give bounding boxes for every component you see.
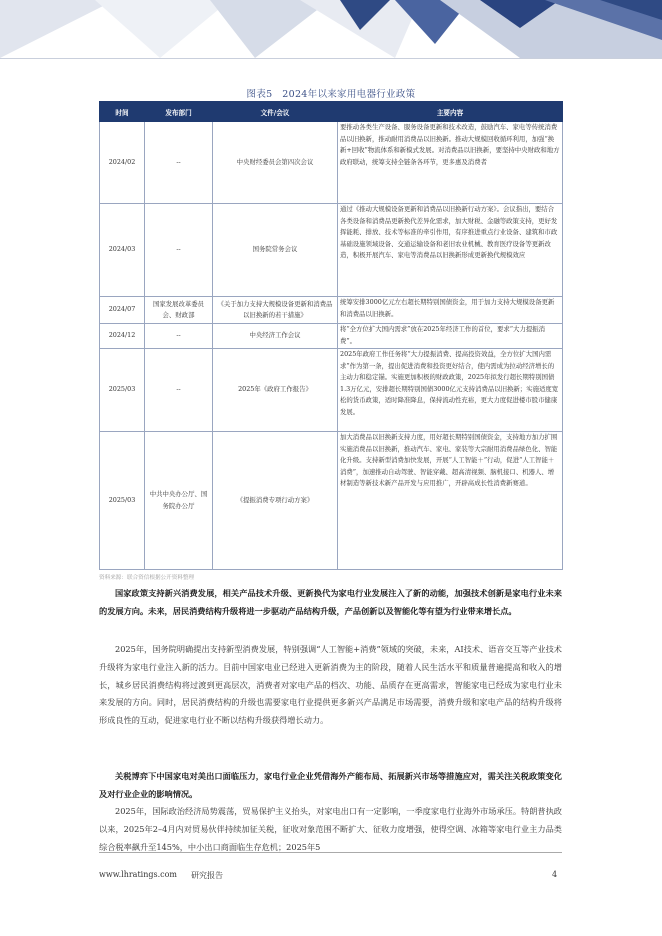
cell-time: 2024/03 <box>100 204 145 297</box>
cell-time: 2025/03 <box>100 432 145 570</box>
cell-time: 2025/03 <box>100 349 145 432</box>
cell-content: 加大消费品以旧换新支持力度，用好超长期特别国债资金，支持地方加力扩围实施消费品以旧换新，推动汽车、家电、家装等大宗耐用消费品绿色化、智能化升级。支持新型消费加快发展，开展“人工智能＋”行动，促进“人工智能＋消费”，加速推动自动驾驶、智能穿戴、超高清视频、脑机接口、机器人、增材制造等新技术新产品开发与应用推广，开辟高成长性消费新赛道。 <box>338 432 563 570</box>
cell-content: 要推动各类生产设备、服务设备更新和技术改造，鼓励汽车、家电等传统消费品以旧换新，推动耐用消费品以旧换新。推动大规模回收循环利用，加强“换新+回收”物流体系和新模式发展。对消费品以旧换新，要坚持中央财政和地方政府联动，统筹支持全链条各环节，更多惠及消费者 <box>338 122 563 204</box>
paragraph-4: 2025年，国际政治经济局势震荡，贸易保护主义抬头，对家电出口有一定影响，一季度家电行业海外市场承压。特朗普执政以来，2025年2–4月内对贸易伙伴持续加征关税，征收对象范围不断扩大、征收力度增强，使得空调、冰箱等家电行业主力品类综合税率飙升至145%，中小出口商面临生存危机；2025年5 <box>99 806 562 852</box>
cell-content: 统筹安排3000亿元左右超长期特别国债资金，用于加力支持大规模设备更新和消费品以旧换新。 <box>338 297 563 324</box>
header-time: 时间 <box>100 102 145 122</box>
cell-content: 2025年政府工作任务将“大力提振消费、提高投资效益，全方位扩大国内需求”作为第一条，提出促进消费和投资更好结合，使内需成为拉动经济增长的主动力和稳定锚。实施更加积极的财政政策，2025年拟发行超长期特别国债1.3万亿元，安排超长期特别国债3000亿元支持消费品以旧换新；实施适度宽松的货币政策，适时降准降息，保持流动性充裕，更大力度促进楼市股市健康发展。 <box>338 349 563 432</box>
cell-document: 2025年《政府工作报告》 <box>213 349 338 432</box>
cell-time: 2024/07 <box>100 297 145 324</box>
cell-document: 国务院常务会议 <box>213 204 338 297</box>
cell-time: 2024/12 <box>100 324 145 349</box>
cell-document: 《提振消费专项行动方案》 <box>213 432 338 570</box>
page-number: 4 <box>552 870 558 879</box>
header-department: 发布部门 <box>145 102 213 122</box>
policy-table <box>99 101 563 570</box>
footer-rule <box>99 852 562 853</box>
table-row <box>100 349 563 432</box>
cell-department: -- <box>145 349 213 432</box>
table-row <box>100 204 563 297</box>
table-row <box>100 324 563 349</box>
cell-time: 2024/02 <box>100 122 145 204</box>
header-rule <box>0 58 662 59</box>
cell-department: -- <box>145 204 213 297</box>
header-triangles <box>0 0 662 70</box>
cell-department: 中共中央办公厅、国务院办公厅 <box>145 432 213 570</box>
table-row <box>100 122 563 204</box>
table-header-row <box>100 102 563 122</box>
cell-department: -- <box>145 324 213 349</box>
cell-content: 通过《推动大规模设备更新和消费品以旧换新行动方案》。会议指出，要结合各类设备和消费品更新换代差异化需求，加大财税、金融等政策支持，更好发挥能耗、排放、技术等标准的牵引作用，有序推进重点行业设备、建筑和市政基础设施领域设备、交通运输设备和老旧农业机械、教育医疗设备等更新改造，积极开展汽车、家电等消费品以旧换新形成更新换代规模效应 <box>338 204 563 297</box>
cell-department: -- <box>145 122 213 204</box>
paragraph-bold-1: 国家政策支持新兴消费发展，相关产品技术升级、更新换代为家电行业发展注入了新的动能，加强技术创新是家电行业未来的发展方向。未来，居民消费结构升级将进一步驱动产品结构升级，产品创新以及智能化等有望为行业带来增长点。 <box>99 588 562 616</box>
table-row <box>100 297 563 324</box>
cell-document: 中央经济工作会议 <box>213 324 338 349</box>
cell-document: 《关于加力支持大规模设备更新和消费品以旧换新的若干措施》 <box>213 297 338 324</box>
cell-department: 国家发展改革委员会、财政部 <box>145 297 213 324</box>
paragraph-2: 2025年，国务院明确提出支持新型消费发展，特别强调“人工智能+消费”领域的突破，未来，AI技术、语音交互等产业技术升级将为家电行业注入新的活力。目前中国家电业已经进入更新消费为主的阶段，随着人民生活水平和质量普遍提高和收入的增长，城乡居民消费结构将过渡到更高层次，消费者对家电产品的档次、功能、品质存在更高需求，智能家电已经成为家电行业未来发展的方向。同时，居民消费结构的升级也需要家电行业提供更多新兴产品满足市场需要，消费升级和家电产品的结构升级将形成良性的互动，促进家电行业不断以结构升级获得增长动力。 <box>99 644 562 726</box>
header-document: 文件/会议 <box>213 102 338 122</box>
footer-website[interactable]: www.lhratings.com <box>99 870 178 879</box>
header-content: 主要内容 <box>338 102 563 122</box>
header-decoration <box>0 0 662 70</box>
paragraph-bold-3: 关税博弈下中国家电对美出口面临压力，家电行业企业凭借海外产能布局、拓展新兴市场等措施应对，需关注关税政策变化及对行业企业的影响情况。 <box>99 771 562 799</box>
source-note: 资料来源：联合资信根据公开资料整理 <box>99 575 195 581</box>
cell-content: 将“全方位扩大国内需求”放在2025年经济工作的首位，要求“大力提振消费”。 <box>338 324 563 349</box>
cell-document: 中央财经委员会第四次会议 <box>213 122 338 204</box>
footer-report-label: 研究报告 <box>191 871 223 880</box>
table-caption: 图表5 2024年以来家用电器行业政策 <box>246 89 416 100</box>
table-row <box>100 432 563 570</box>
